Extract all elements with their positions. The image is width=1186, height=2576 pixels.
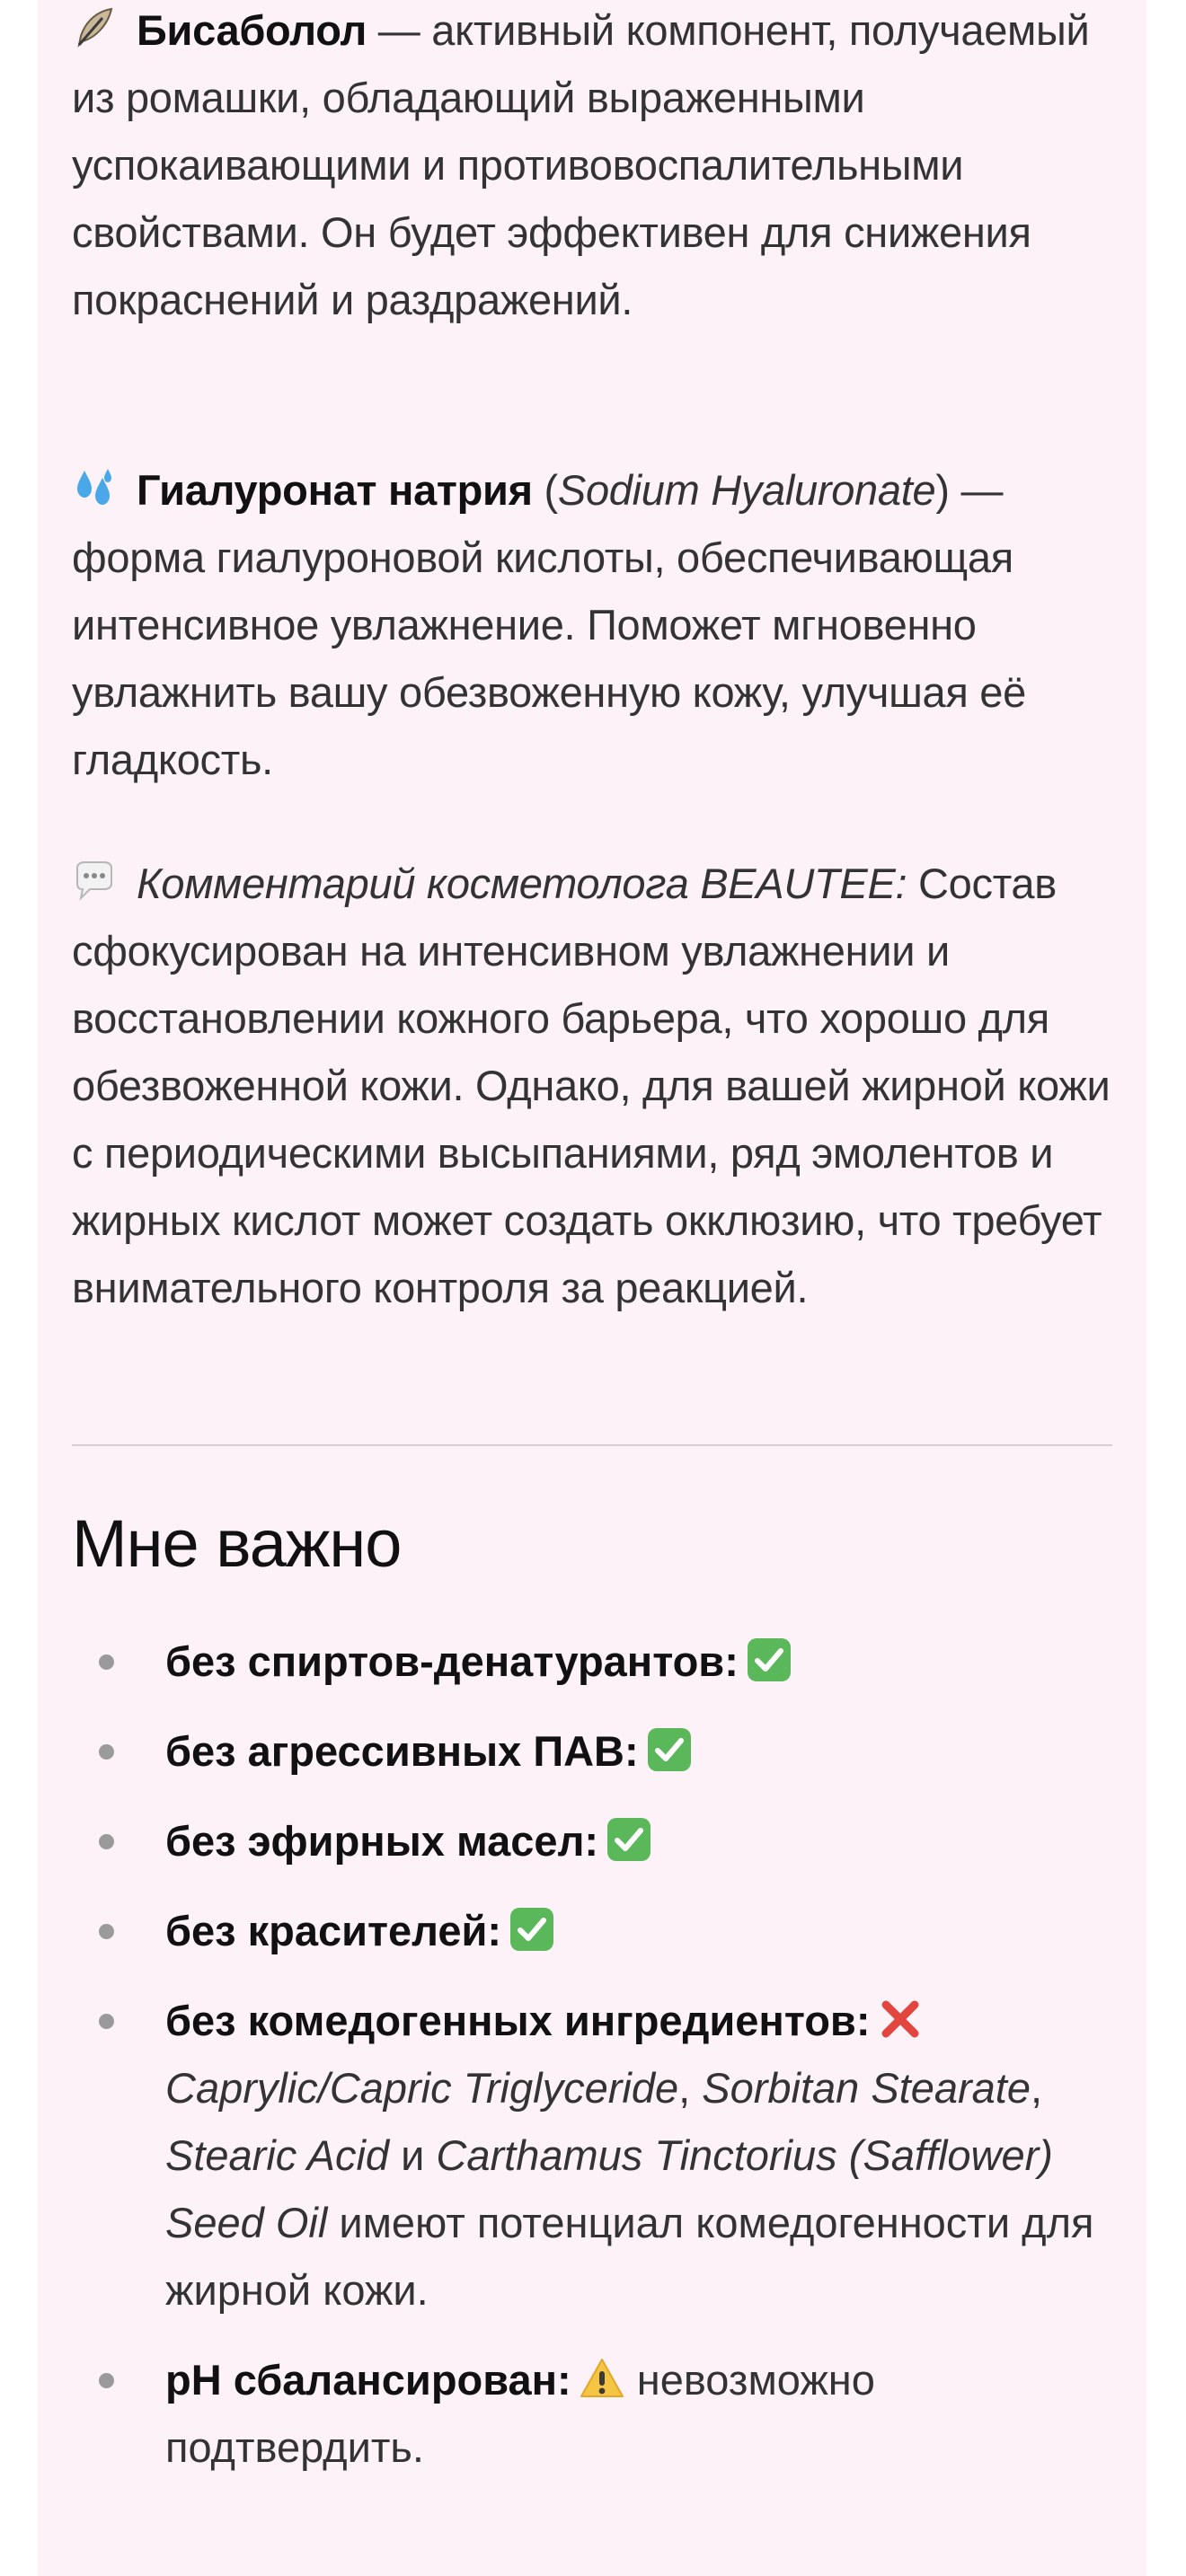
criterion-label: без красителей: — [165, 1907, 502, 1954]
comedogenic-ingredient: Carthamus Tinctorius (Safflower) Seed Oil — [165, 2131, 1053, 2246]
list-item — [72, 1807, 1114, 1875]
check-mark-icon — [746, 1636, 792, 1683]
warning-icon — [579, 2355, 625, 2402]
bullet — [99, 1654, 114, 1670]
feather-icon — [72, 2, 117, 47]
check-mark-icon — [509, 1906, 555, 1953]
ingredient-sodium-hyaluronate — [72, 456, 1114, 793]
separator: и — [389, 2131, 437, 2179]
criterion-note: имеют потенциал комедогенности для жирной кожи. — [165, 2199, 1094, 2314]
comment-text: Состав сфокусирован на интенсивном увлажнении и восстановлении кожного барьера, что хорошо для обезвоженной кожи. Однако, для вашей жирной кожи с периодическими высыпаниями, ряд эмолентов и жирных кислот может создать окклюзию, что требует внимательного контроля за реакцией. — [72, 860, 1111, 1311]
comedogenic-ingredient: Sorbitan Stearate — [702, 2064, 1031, 2112]
bullet — [99, 2014, 114, 2029]
separator: , — [1031, 2064, 1043, 2112]
separator: , — [678, 2064, 703, 2112]
list-item — [72, 1897, 1114, 1964]
ingredient-name: Бисаболол — [137, 6, 367, 54]
check-mark-icon — [646, 1726, 693, 1773]
ingredient-name: Гиалуронат натрия — [137, 466, 533, 514]
ingredient-description: ) — форма гиалуроновой кислоты, обеспечивающая интенсивное увлажнение. Поможет мгновенно увлажнить вашу обезвоженную кожу, улучшая её гладкость. — [72, 466, 1026, 783]
list-item — [72, 1987, 1114, 2324]
comedogenic-ingredient: Stearic Acid — [165, 2131, 390, 2179]
speech-bubble-icon — [72, 855, 117, 900]
cosmetologist-comment — [72, 850, 1123, 1321]
criterion-label: без комедогенных ингредиентов: — [165, 1997, 871, 2044]
cross-mark-icon — [877, 1996, 924, 2042]
ingredient-bisabolol — [72, 0, 1114, 333]
comment-label: Комментарий косметолога BEAUTEE: — [137, 860, 907, 907]
criterion-note: невозможно подтвердить. — [165, 2356, 875, 2471]
criterion-label: pH сбалансирован: — [165, 2356, 571, 2404]
important-checklist — [72, 1628, 1114, 2481]
latin-open: ( — [532, 466, 558, 514]
criterion-label: без агрессивных ПАВ: — [165, 1727, 639, 1775]
bullet — [99, 1924, 114, 1939]
droplets-icon — [72, 462, 117, 507]
ingredient-latin-name: Sodium Hyaluronate — [557, 466, 936, 514]
divider — [72, 1444, 1112, 1446]
bullet — [99, 2373, 114, 2388]
criterion-label: без эфирных масел: — [165, 1817, 599, 1865]
bullet — [99, 1834, 114, 1849]
comedogenic-ingredient: Caprylic/Capric Triglyceride — [165, 2064, 679, 2112]
check-mark-icon — [606, 1816, 652, 1863]
list-item — [72, 1717, 1114, 1785]
section-title: Мне важно — [72, 1506, 402, 1581]
criterion-label: без спиртов-денатурантов: — [165, 1637, 739, 1685]
bullet — [99, 1744, 114, 1760]
ingredient-description: — активный компонент, получаемый из ромашки, обладающий выраженными успокаивающими и противовоспалительными свойствами. Он будет эффективен для снижения покраснений и раздражений. — [72, 6, 1090, 323]
list-item — [72, 1628, 1114, 1695]
list-item — [72, 2346, 1114, 2481]
analysis-card — [38, 0, 1146, 2576]
